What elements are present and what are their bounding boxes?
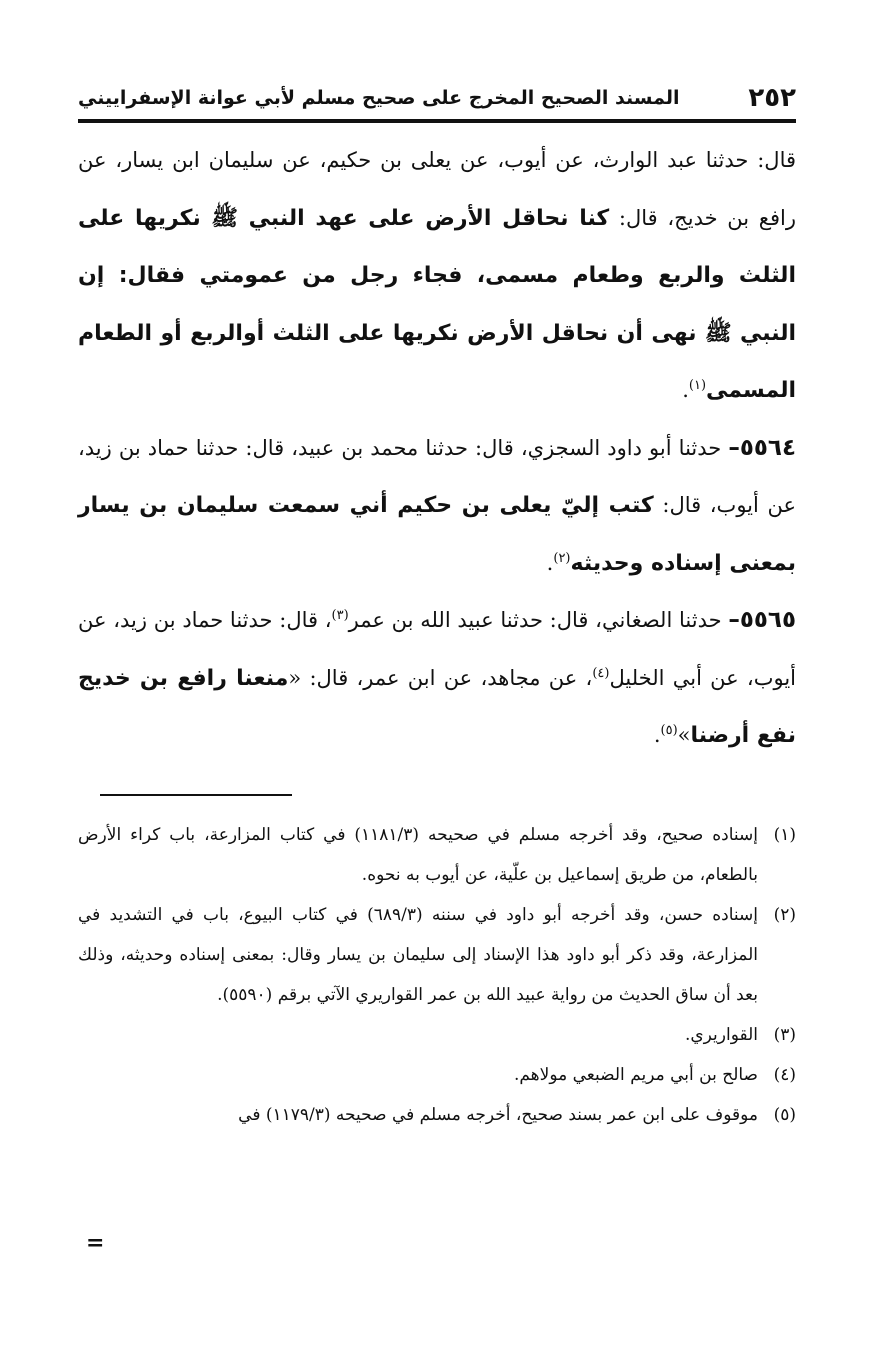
p3-text-4: »: [677, 723, 691, 747]
footnotes: [78, 815, 796, 1135]
continuation-mark: =: [86, 1230, 105, 1256]
p3-text-3: ، عن مجاهد، عن ابن عمر، قال: «: [288, 665, 593, 690]
p2-hadith-text: كتب إليّ يعلى بن حكيم أني سمعت سليمان بن يسار بمعنى إسناده وحديثه: [78, 493, 796, 576]
paragraph-1: [78, 132, 796, 420]
book-title: المسند الصحيح المخرج على صحيح مسلم لأبي عوانة الإسفراييني: [78, 87, 680, 109]
footnote-text: صالح بن أبي مريم الضبعي مولاهم.: [513, 1065, 758, 1085]
p1-hadith-text: كنا نحاقل الأرض على عهد النبي ﷺ نكريها على الثلث والربع وطعام مسمى، فجاء رجل من عمومتي فقال: إن النبي ﷺ نهى أن نحاقل الأرض نكريها على الثلث أوالربع أو الطعام المسمى: [78, 205, 796, 403]
p1-end: .: [682, 378, 689, 402]
footnote: [78, 1015, 796, 1055]
footnote: [78, 1055, 796, 1095]
p2-end: .: [546, 550, 554, 575]
hadith-5565: [78, 592, 796, 765]
footnote-number: (٥): [773, 1105, 796, 1125]
main-text: [78, 132, 796, 765]
footnote: [78, 895, 796, 1015]
footnote-number: (٤): [773, 1065, 796, 1085]
footnote-ref-1: (١): [688, 378, 707, 393]
footnote: [78, 1095, 796, 1135]
footnote-ref-4: (٤): [592, 665, 610, 681]
footnote-number: (٢): [773, 905, 796, 925]
p2-text: حدثنا أبو داود السجزي، قال: حدثنا محمد بن عبيد، قال: حدثنا حماد بن زيد، عن أيوب، قال:: [78, 435, 797, 517]
footnote-separator: [100, 794, 292, 796]
page-number: ٢٥٢: [748, 83, 796, 113]
header-rule: [78, 119, 796, 123]
p3-hadith-text: منعنا رافع بن خديج نفع أرضنا: [78, 665, 796, 748]
footnote-ref-2: (٢): [553, 550, 571, 566]
footnote-number: (٣): [773, 1025, 796, 1045]
hadith-5564: [78, 420, 796, 593]
hadith-number-5564: ٥٥٦٤–: [728, 434, 796, 461]
running-header: [78, 78, 796, 118]
footnote-text: إسناده صحيح، وقد أخرجه مسلم في صحيحه (١١٨١/٣) في كتاب المزارعة، باب كراء الأرض بالطعام، من طريق إسماعيل بن علّية، عن أيوب به نحوه.: [78, 825, 758, 885]
footnote-text: إسناده حسن، وقد أخرجه أبو داود في سننه (٦٨٩/٣) في كتاب البيوع، باب في التشديد في المزارعة، وقد ذكر أبو داود هذا الإسناد إلى سليمان بن يسار وقال: بمعنى إسناده وحديثه، وذلك بعد أن ساق الحديث من رواية عبيد الله بن عمر القواريري الآتي برقم (٥٥٩٠).: [78, 905, 758, 1005]
footnote-text: القواريري.: [684, 1025, 758, 1045]
hadith-number-5565: ٥٥٦٥–: [728, 607, 796, 633]
footnote: [78, 815, 796, 895]
footnote-number: (١): [773, 825, 796, 845]
p3-text-1: حدثنا الصغاني، قال: حدثنا عبيد الله بن عمر: [348, 608, 729, 632]
footnote-ref-3: (٣): [331, 608, 349, 623]
footnote-ref-5: (٥): [660, 723, 678, 738]
p3-end: .: [653, 723, 661, 747]
p3-text-2: ، قال: حدثنا حماد بن زيد، عن أيوب، عن أبي الخليل: [78, 608, 796, 690]
footnote-text: موقوف على ابن عمر بسند صحيح، أخرجه مسلم في صحيحه (١١٧٩/٣) في: [238, 1105, 758, 1125]
p1-text: قال: حدثنا عبد الوارث، عن أيوب، عن يعلى بن حكيم، عن سليمان ابن يسار، عن رافع بن خديج، قال:: [78, 148, 796, 230]
